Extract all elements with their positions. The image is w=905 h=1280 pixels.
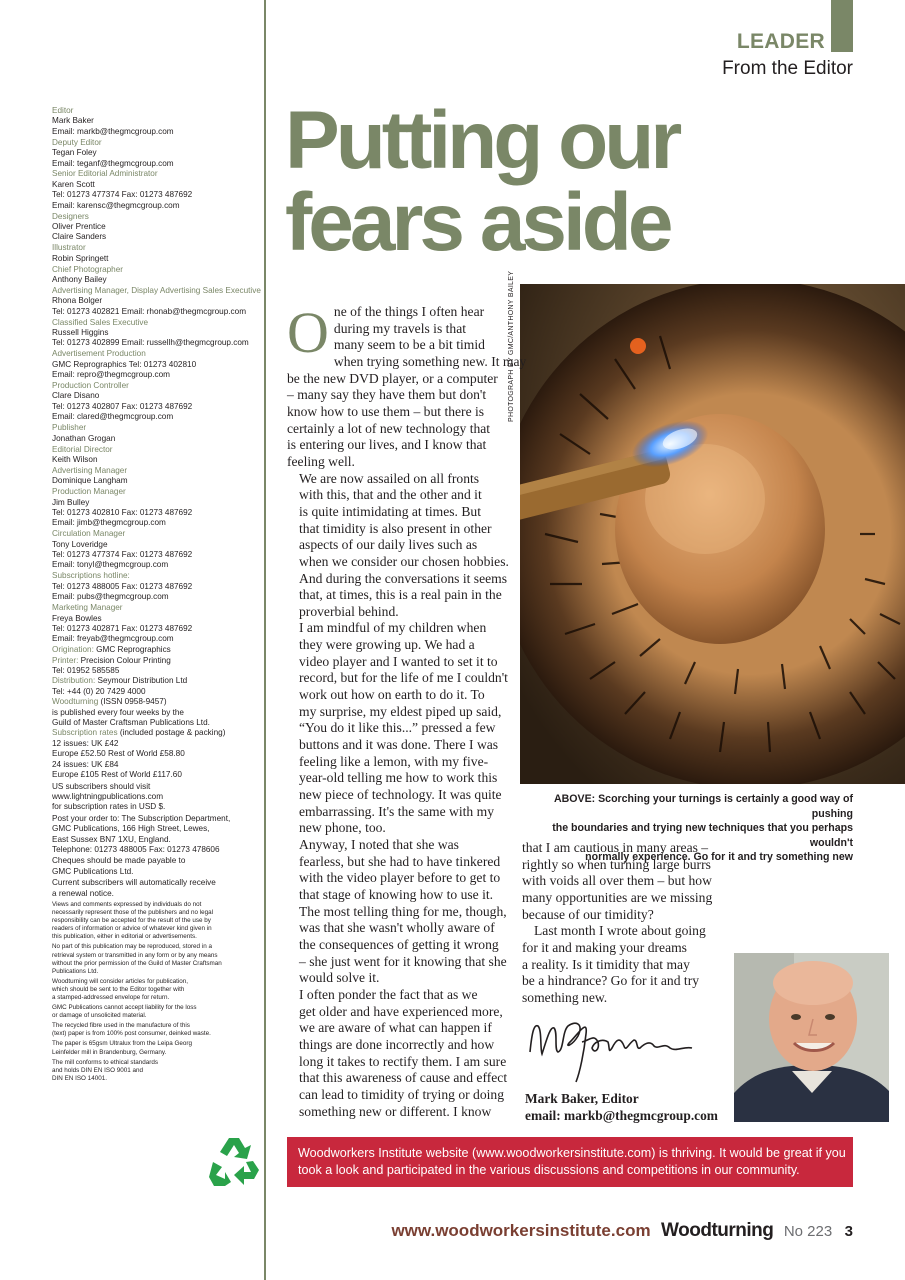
masthead-detail: Email: pubs@thegmcgroup.com (52, 592, 169, 602)
masthead-detail: Email: jimb@thegmcgroup.com (52, 518, 166, 528)
masthead-small-print (52, 901, 267, 1083)
masthead-role: Advertising Manager, Display Advertising Sales Executive (52, 285, 261, 295)
masthead-detail: Tony Loveridge (52, 539, 108, 549)
masthead-detail: Freya Bowles (52, 613, 102, 623)
article-line: Last month I wrote about going (534, 923, 706, 939)
masthead-credit-label: Printer: (52, 655, 79, 665)
article-line: be the new DVD player, or a computer (287, 370, 498, 386)
masthead-detail: Tel: 01273 488005 Fax: 01273 487692 (52, 581, 193, 591)
notice-line: for subscription rates in USD $. (52, 802, 166, 812)
small-print-line: readers of information or advice of whatever kind given in (52, 925, 212, 933)
masthead-detail: Tel: 01273 402821 Email: rhonab@thegmcgroup.com (52, 306, 247, 316)
page-number: 3 (844, 1223, 853, 1240)
article-line: The most telling thing for me, though, (299, 903, 507, 919)
notice-line: www.lightningpublications.com (52, 791, 164, 801)
masthead-role: Production Controller (52, 381, 129, 391)
article-line: can lead to timidity of trying or doing (299, 1086, 505, 1102)
masthead-detail: Email: freyab@thegmcgroup.com (52, 634, 174, 644)
small-print-paragraph (52, 943, 267, 975)
masthead-detail: Karen Scott (52, 179, 95, 189)
article-line: something new. (522, 989, 608, 1005)
masthead-detail: Mark Baker (52, 116, 94, 126)
article-line: year-old telling me how to work this (299, 770, 498, 786)
article-line: “You do it like this...” pressed a few (299, 720, 496, 736)
website-promo-banner (287, 1137, 853, 1187)
editor-name: Mark Baker, Editor (525, 1091, 639, 1106)
banner-line: Woodworkers Institute website (www.woodworkersinstitute.com) is thriving. It would be great if you (298, 1146, 846, 1160)
scorched-bowl-illustration (520, 284, 905, 784)
article-line: I am mindful of my children when (299, 620, 487, 636)
small-print-paragraph (52, 1059, 267, 1083)
masthead-role: Deputy Editor (52, 137, 102, 147)
small-print-line: (text) paper is from 100% post consumer, deinked waste. (52, 1030, 211, 1038)
rate-line: Europe £105 Rest of World £117.60 (52, 770, 182, 780)
article-line: – many say they have them but don't (287, 387, 487, 403)
masthead-role: Publisher (52, 423, 87, 433)
notice-line: a renewal notice. (52, 888, 114, 898)
caption-line: normally experience. Go for it and try something new (585, 851, 853, 863)
masthead-notice (52, 782, 267, 813)
notice-line: US subscribers should visit (52, 781, 151, 791)
masthead-detail: Russell Higgins (52, 328, 109, 338)
masthead-notice (52, 856, 267, 877)
article-line: is entering our lives, and I know that (287, 437, 487, 453)
masthead-credit (52, 676, 267, 686)
small-print-line: without the prior permission of the Guild of Master Craftsman (52, 959, 222, 967)
masthead-detail: Tegan Foley (52, 148, 97, 158)
headline-line-1: Putting our (285, 95, 679, 186)
rate-line: 24 issues: UK £84 (52, 759, 119, 769)
masthead-entry (52, 286, 267, 317)
small-print-line: No part of this publication may be reproduced, stored in a (52, 943, 212, 951)
small-print-line: Leinfelder mill in Brandenburg, Germany. (52, 1048, 167, 1056)
masthead-detail: Keith Wilson (52, 454, 98, 464)
notice-line: Telephone: 01273 488005 Fax: 01273 478606 (52, 844, 220, 854)
small-print-line: a stamped-addressed envelope for return. (52, 994, 170, 1001)
masthead-entry (52, 318, 267, 349)
masthead-entry (52, 381, 267, 423)
section-subtitle: From the Editor (722, 58, 853, 79)
masthead-detail: Tel: 01273 477374 Fax: 01273 487692 (52, 190, 193, 200)
article-line: long it takes to rectify them. I am sure (299, 1053, 507, 1069)
article-line: a reality. Is it timidity that may (522, 956, 690, 972)
recycle-icon (207, 1135, 261, 1187)
masthead-role: Marketing Manager (52, 603, 123, 613)
article-line: when we consider our chosen hobbies. (299, 553, 509, 569)
article-line: work out how on earth to do it. To (299, 687, 485, 703)
masthead-detail: Email: markb@thegmcgroup.com (52, 126, 174, 136)
article-line: And during the conversations it seems (299, 570, 508, 586)
masthead-detail: Tel: 01273 402807 Fax: 01273 487692 (52, 401, 193, 411)
small-print-line: Publications Ltd. (52, 967, 99, 975)
article-paragraph (287, 986, 508, 1120)
article-line: embarrassing. It's the same with my (299, 803, 494, 819)
masthead-role: Chief Photographer (52, 264, 124, 274)
masthead-entry (52, 138, 267, 169)
masthead-credit-value: Seymour Distribution Ltd (95, 676, 188, 686)
small-print-line: or damage of unsolicited material. (52, 1012, 147, 1020)
printer-tel: Tel: 01952 585585 (52, 666, 120, 676)
article-line: they were growing up. We had a (299, 637, 475, 653)
banner-line: took a look and participated in the various discussions and competitions in our community. (298, 1163, 800, 1177)
article-line: I often ponder the fact that as we (299, 986, 478, 1002)
footer-magazine-name: Woodturning (661, 1220, 774, 1241)
masthead-entry (52, 169, 267, 211)
article-line: for it and making your dreams (522, 939, 687, 955)
column-divider (264, 0, 266, 1280)
article-line: rightly so when turning large burrs (522, 856, 711, 872)
masthead-entry (52, 603, 267, 645)
article-column-2 (522, 840, 732, 1007)
masthead-notice (52, 878, 267, 899)
masthead-entry (52, 243, 267, 264)
small-print-line: Views and comments expressed by individuals do not (52, 900, 202, 908)
article-line: fearless, but she had to have tinkered (299, 853, 501, 869)
masthead-entry (52, 445, 267, 466)
small-print-line: The paper is 65gsm Ultralux from the Leipa Georg (52, 1040, 192, 1048)
masthead-detail: Jim Bulley (52, 497, 90, 507)
page-footer (391, 1220, 853, 1242)
article-line: new phone, too. (299, 820, 386, 836)
section-label: LEADER (736, 30, 825, 53)
caption-line: ABOVE: Scorching your turnings is certainly a good way of pushing (553, 793, 853, 820)
article-line: my surprise, my eldest piped up said, (299, 703, 502, 719)
masthead-credit-label: Woodturning (52, 697, 99, 707)
article-line: when trying something new. It may (333, 353, 527, 369)
article-line: Anyway, I noted that she was (299, 837, 459, 852)
small-print-line: and holds DIN EN ISO 9001 and (52, 1066, 144, 1074)
small-print-line: this publication, either in editorial or advertisements. (52, 933, 197, 941)
masthead-entry (52, 349, 267, 380)
editor-email: email: markb@thegmcgroup.com (525, 1108, 718, 1123)
section-tab-bar (831, 0, 853, 52)
rate-line: 12 issues: UK £42 (52, 738, 119, 748)
masthead (52, 106, 267, 1085)
masthead-detail: Tel: 01273 402810 Fax: 01273 487692 (52, 507, 193, 517)
masthead-role: Editor (52, 106, 74, 115)
article-line: that this awareness of cause and effect (299, 1070, 508, 1086)
masthead-role: Editorial Director (52, 444, 113, 454)
small-print-line: The recycled fibre used in the manufacture of this (52, 1022, 190, 1030)
notice-line: Current subscribers will automatically receive (52, 878, 216, 888)
small-print-line: responsibility can be accepted for the result of the use by (52, 917, 211, 925)
masthead-detail: Email: repro@thegmcgroup.com (52, 370, 170, 380)
masthead-credit (52, 656, 267, 666)
small-print-paragraph (52, 1022, 267, 1038)
masthead-detail: Email: clared@thegmcgroup.com (52, 412, 174, 422)
article-line: would solve it. (299, 970, 380, 986)
published-note: Guild of Master Craftsman Publications Ltd. (52, 718, 210, 728)
article-line: – she just went for it knowing that she (299, 953, 507, 969)
article-line: proverbial behind. (299, 603, 399, 619)
masthead-credit-value: (ISSN 0958-9457) (98, 697, 167, 707)
article-line: know how to use them – but there is (287, 403, 485, 419)
article-paragraph (287, 620, 508, 837)
article-line: is quite intimidating at times. But (299, 503, 481, 519)
headline-line-2: fears aside (285, 177, 670, 268)
masthead-entry (52, 487, 267, 529)
masthead-credit-value: GMC Reprographics (93, 645, 171, 655)
article-line: during my travels is that (333, 320, 467, 336)
small-print-paragraph (52, 901, 267, 941)
masthead-role: Advertisement Production (52, 349, 146, 359)
masthead-detail: Jonathan Grogan (52, 433, 116, 443)
masthead-detail: Dominique Langham (52, 476, 128, 486)
article-line: things are done incorrectly and how (299, 1036, 495, 1052)
masthead-notice (52, 814, 267, 856)
notice-line: East Sussex BN7 1XU, England. (52, 834, 171, 844)
article-line: new piece of technology. It was quite (299, 787, 502, 803)
small-print-line: necessarily represent those of the publishers and no legal (52, 909, 214, 917)
article-line: get older and have experienced more, (299, 1003, 503, 1019)
article-line: that I am cautious in many areas – (522, 840, 709, 855)
article-line: buttons and it was done. There I was (299, 737, 499, 753)
masthead-credit-label: Subscription rates (52, 728, 118, 738)
article-line: with this, that and the other and it (299, 487, 482, 503)
masthead-detail: Rhona Bolger (52, 296, 103, 306)
small-print-line: GMC Publications cannot accept liability for the loss (52, 1004, 197, 1012)
small-print-line: which should be sent to the Editor together with (52, 985, 185, 993)
article-headline (285, 95, 885, 268)
photo-credit-text: PHOTOGRAPH BY GMC/ANTHONY BAILEY (508, 270, 515, 422)
editor-signature (524, 1012, 714, 1088)
masthead-credit-value: Precision Colour Printing (78, 655, 171, 665)
article-line: We are now assailed on all fronts (299, 470, 480, 486)
article-paragraph (287, 837, 507, 987)
masthead-entry (52, 571, 267, 602)
masthead-detail: Clare Disano (52, 391, 100, 401)
drop-cap: O (287, 300, 329, 365)
published-note: is published every four weeks by the (52, 707, 184, 717)
small-print-paragraph (52, 1040, 267, 1056)
footer-website-url: www.woodworkersinstitute.com (391, 1221, 651, 1240)
notice-line: GMC Publications Ltd. (52, 866, 134, 876)
masthead-entry (52, 423, 267, 444)
article-line: something new or different. I know (299, 1103, 492, 1119)
masthead-role: Illustrator (52, 243, 86, 253)
article-line: the consequences of getting it wrong (299, 936, 499, 952)
masthead-role: Subscriptions hotline: (52, 571, 130, 581)
article-line: video player and I wanted to set it to (299, 653, 498, 669)
small-print-line: retrieval system or transmitted in any form or by any means (52, 951, 218, 959)
distribution-tel: Tel: +44 (0) 20 7429 4000 (52, 686, 146, 696)
masthead-detail: Tel: 01273 402871 Fax: 01273 487692 (52, 623, 193, 633)
masthead-role: Senior Editorial Administrator (52, 169, 158, 179)
article-line: many opportunities are we missing (522, 889, 713, 905)
small-print-line: DIN EN ISO 14001. (52, 1074, 107, 1082)
article-line: record, but for the life of me I couldn't (299, 670, 508, 686)
article-line: feeling like a lemon, with my five- (299, 753, 489, 769)
article-line: feeling well. (287, 453, 355, 469)
masthead-detail: Email: tonyl@thegmcgroup.com (52, 560, 169, 570)
editor-signoff (525, 1090, 718, 1124)
masthead-detail: Email: teganf@thegmcgroup.com (52, 158, 174, 168)
small-print-line: The mill conforms to ethical standards (52, 1058, 159, 1066)
editor-portrait (734, 953, 889, 1122)
article-paragraph (522, 840, 732, 923)
footer-issue-number: No 223 (783, 1223, 833, 1240)
small-print-paragraph (52, 978, 267, 1002)
masthead-credit (52, 645, 267, 655)
masthead-role: Advertising Manager (52, 465, 128, 475)
article-line: with voids all over them – but how (522, 873, 712, 889)
article-line: ne of the things I often hear (333, 304, 485, 319)
masthead-credit-value: (included postage & packing) (117, 728, 226, 738)
masthead-role: Classified Sales Executive (52, 317, 149, 327)
masthead-detail: Email: karensc@thegmcgroup.com (52, 200, 180, 210)
masthead-detail: Robin Springett (52, 253, 109, 263)
article-paragraph (287, 470, 509, 621)
masthead-credit-label: Distribution: (52, 676, 96, 686)
article-line: we are aware of what can happen if (299, 1020, 492, 1036)
caption-line: the boundaries and trying new techniques that you perhaps wouldn't (552, 822, 853, 849)
article-line: that stage of knowing how to use it. (299, 886, 494, 902)
notice-line: Cheques should be made payable to (52, 856, 186, 866)
article-line: certainly a lot of new technology that (287, 420, 491, 436)
article-line: with the video player before to get to (299, 870, 501, 886)
masthead-entry (52, 212, 267, 243)
article-line: because of our timidity? (522, 906, 654, 922)
masthead-detail: Tel: 01273 402899 Email: russellh@thegmcgroup.com (52, 338, 249, 348)
subscription-rates (52, 739, 267, 781)
masthead-detail: GMC Reprographics Tel: 01273 402810 (52, 359, 197, 369)
masthead-role: Circulation Manager (52, 529, 126, 539)
rate-line: Europe £52.50 Rest of World £58.80 (52, 749, 185, 759)
masthead-entry (52, 106, 267, 137)
masthead-role: Production Manager (52, 487, 126, 497)
masthead-role: Designers (52, 211, 89, 221)
small-print-paragraph (52, 1004, 267, 1020)
masthead-entry (52, 265, 267, 286)
notice-line: Post your order to: The Subscription Department, (52, 813, 231, 823)
masthead-detail: Claire Sanders (52, 232, 107, 242)
small-print-line: Woodturning will consider articles for publication, (52, 977, 189, 985)
article-line: be a hindrance? Go for it and try (522, 973, 700, 989)
article-paragraph (522, 923, 732, 1006)
masthead-credit-label: Origination: (52, 645, 94, 655)
article-line: that timidity is also present in other (299, 520, 492, 536)
masthead-credit (52, 697, 267, 707)
article-line: many seem to be a bit timid (333, 337, 485, 353)
feature-photo (520, 284, 905, 784)
masthead-entry (52, 466, 267, 487)
article-line: that, at times, this is a real pain in the (299, 587, 502, 603)
masthead-detail: Anthony Bailey (52, 275, 107, 284)
notice-line: GMC Publications, 166 High Street, Lewes, (52, 824, 210, 834)
article-line: was that she wasn't wholly aware of (299, 920, 495, 936)
masthead-credit (52, 728, 267, 738)
masthead-detail: Tel: 01273 477374 Fax: 01273 487692 (52, 550, 193, 560)
article-line: aspects of our daily lives such as (299, 537, 478, 553)
masthead-entry (52, 529, 267, 571)
masthead-detail: Oliver Prentice (52, 221, 106, 231)
